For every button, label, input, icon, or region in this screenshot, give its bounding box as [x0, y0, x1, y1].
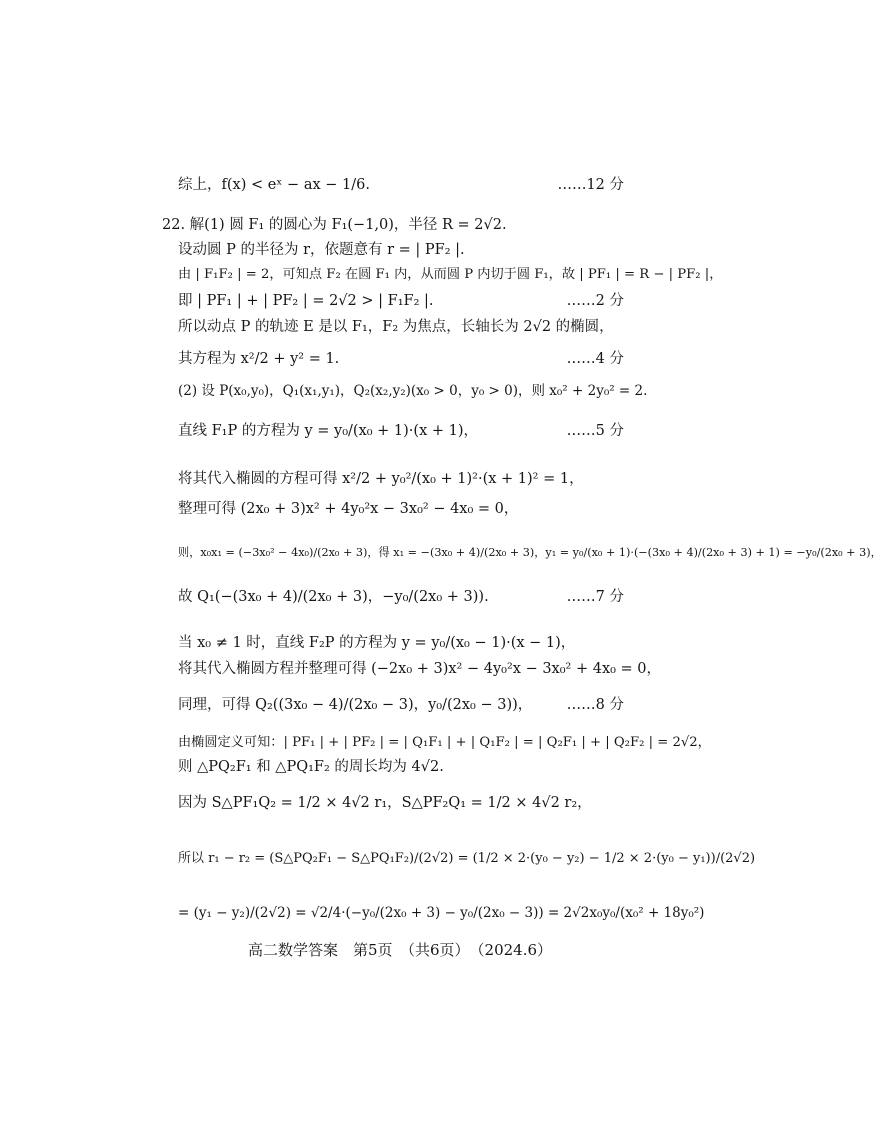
solution-line-19: 所以 r₁ − r₂ = (S△PQ₂F₁ − S△PQ₁F₂)/(2√2) = (1/2 × 2·(y₀ − y₂) − 1/2 × 2·(y₀ − y₁))/(2√2) — [178, 851, 756, 866]
score-5: ……5 分 — [566, 423, 624, 439]
solution-line-7: (2) 设 P(x₀,y₀)，Q₁(x₁,y₁)，Q₂(x₂,y₂)(x₀ > 0，y₀ > 0)，则 x₀² + 2y₀² = 2. — [178, 383, 648, 399]
solution-line-20: = (y₁ − y₂)/(2√2) = √2/4·(−y₀/(2x₀ + 3) − y₀/(2x₀ − 3)) = 2√2x₀y₀/(x₀² + 18y₀²) — [178, 905, 705, 921]
page-footer: 高二数学答案 第5页 （共6页） （2024.6） — [247, 941, 553, 959]
solution-line-13: 当 x₀ ≠ 1 时，直线 F₂P 的方程为 y = y₀/(x₀ − 1)·(x − 1)， — [178, 635, 576, 651]
solution-line-16: 由椭圆定义可知：| PF₁ | + | PF₂ | = | Q₁F₁ | + | Q₁F₂ | = | Q₂F₁ | + | Q₂F₂ | = 2√2， — [178, 735, 711, 750]
score-8: ……8 分 — [566, 697, 624, 713]
solution-line-5: 所以动点 P 的轨迹 E 是以 F₁，F₂ 为焦点，长轴长为 2√2 的椭圆， — [178, 319, 614, 335]
solution-line-10: 整理可得 (2x₀ + 3)x² + 4y₀²x − 3x₀² − 4x₀ = 0， — [178, 501, 519, 517]
solution-line-2: 设动圆 P 的半径为 r，依题意有 r = | PF₂ |. — [178, 242, 465, 258]
solution-line-17: 则 △PQ₂F₁ 和 △PQ₁F₂ 的周长均为 4√2. — [178, 759, 444, 775]
solution-line-9: 将其代入椭圆的方程可得 x²/2 + y₀²/(x₀ + 1)²·(x + 1)² = 1， — [178, 471, 584, 487]
solution-line-18: 因为 S△PF₁Q₂ = 1/2 × 4√2 r₁，S△PF₂Q₁ = 1/2 × 4√2 r₂， — [178, 795, 592, 811]
solution-line-12: 故 Q₁(−(3x₀ + 4)/(2x₀ + 3)，−y₀/(2x₀ + 3)). — [178, 589, 489, 605]
score-4: ……4 分 — [566, 351, 624, 367]
solution-line-8: 直线 F₁P 的方程为 y = y₀/(x₀ + 1)·(x + 1)， — [178, 423, 478, 439]
score-7: ……7 分 — [566, 589, 624, 605]
solution-line-14: 将其代入椭圆方程并整理可得 (−2x₀ + 3)x² − 4y₀²x − 3x₀² + 4x₀ = 0， — [178, 661, 662, 677]
solution-line-3: 由 | F₁F₂ | = 2，可知点 F₂ 在圆 F₁ 内，从而圆 P 内切于圆 F₁，故 | PF₁ | = R − | PF₂ |， — [178, 267, 723, 282]
conclusion-line: 综上，f(x) < eˣ − ax − 1/6. — [178, 177, 370, 193]
score-2: ……2 分 — [566, 293, 624, 309]
solution-line-1: 22. 解(1) 圆 F₁ 的圆心为 F₁(−1,0)，半径 R = 2√2. — [162, 217, 507, 233]
solution-line-6: 其方程为 x²/2 + y² = 1. — [178, 351, 340, 367]
score-12: ……12 分 — [557, 177, 624, 193]
solution-line-11: 则，x₀x₁ = (−3x₀² − 4x₀)/(2x₀ + 3)，得 x₁ = −(3x₀ + 4)/(2x₀ + 3)，y₁ = y₀/(x₀ + 1)·(−(3x₀ + 4)/(2x₀ + 3) + 1) = −y₀/(2x₀ + 3)， — [178, 546, 882, 559]
solution-line-4: 即 | PF₁ | + | PF₂ | = 2√2 > | F₁F₂ |. — [178, 293, 434, 309]
solution-line-15: 同理，可得 Q₂((3x₀ − 4)/(2x₀ − 3)，y₀/(2x₀ − 3))， — [178, 697, 533, 713]
